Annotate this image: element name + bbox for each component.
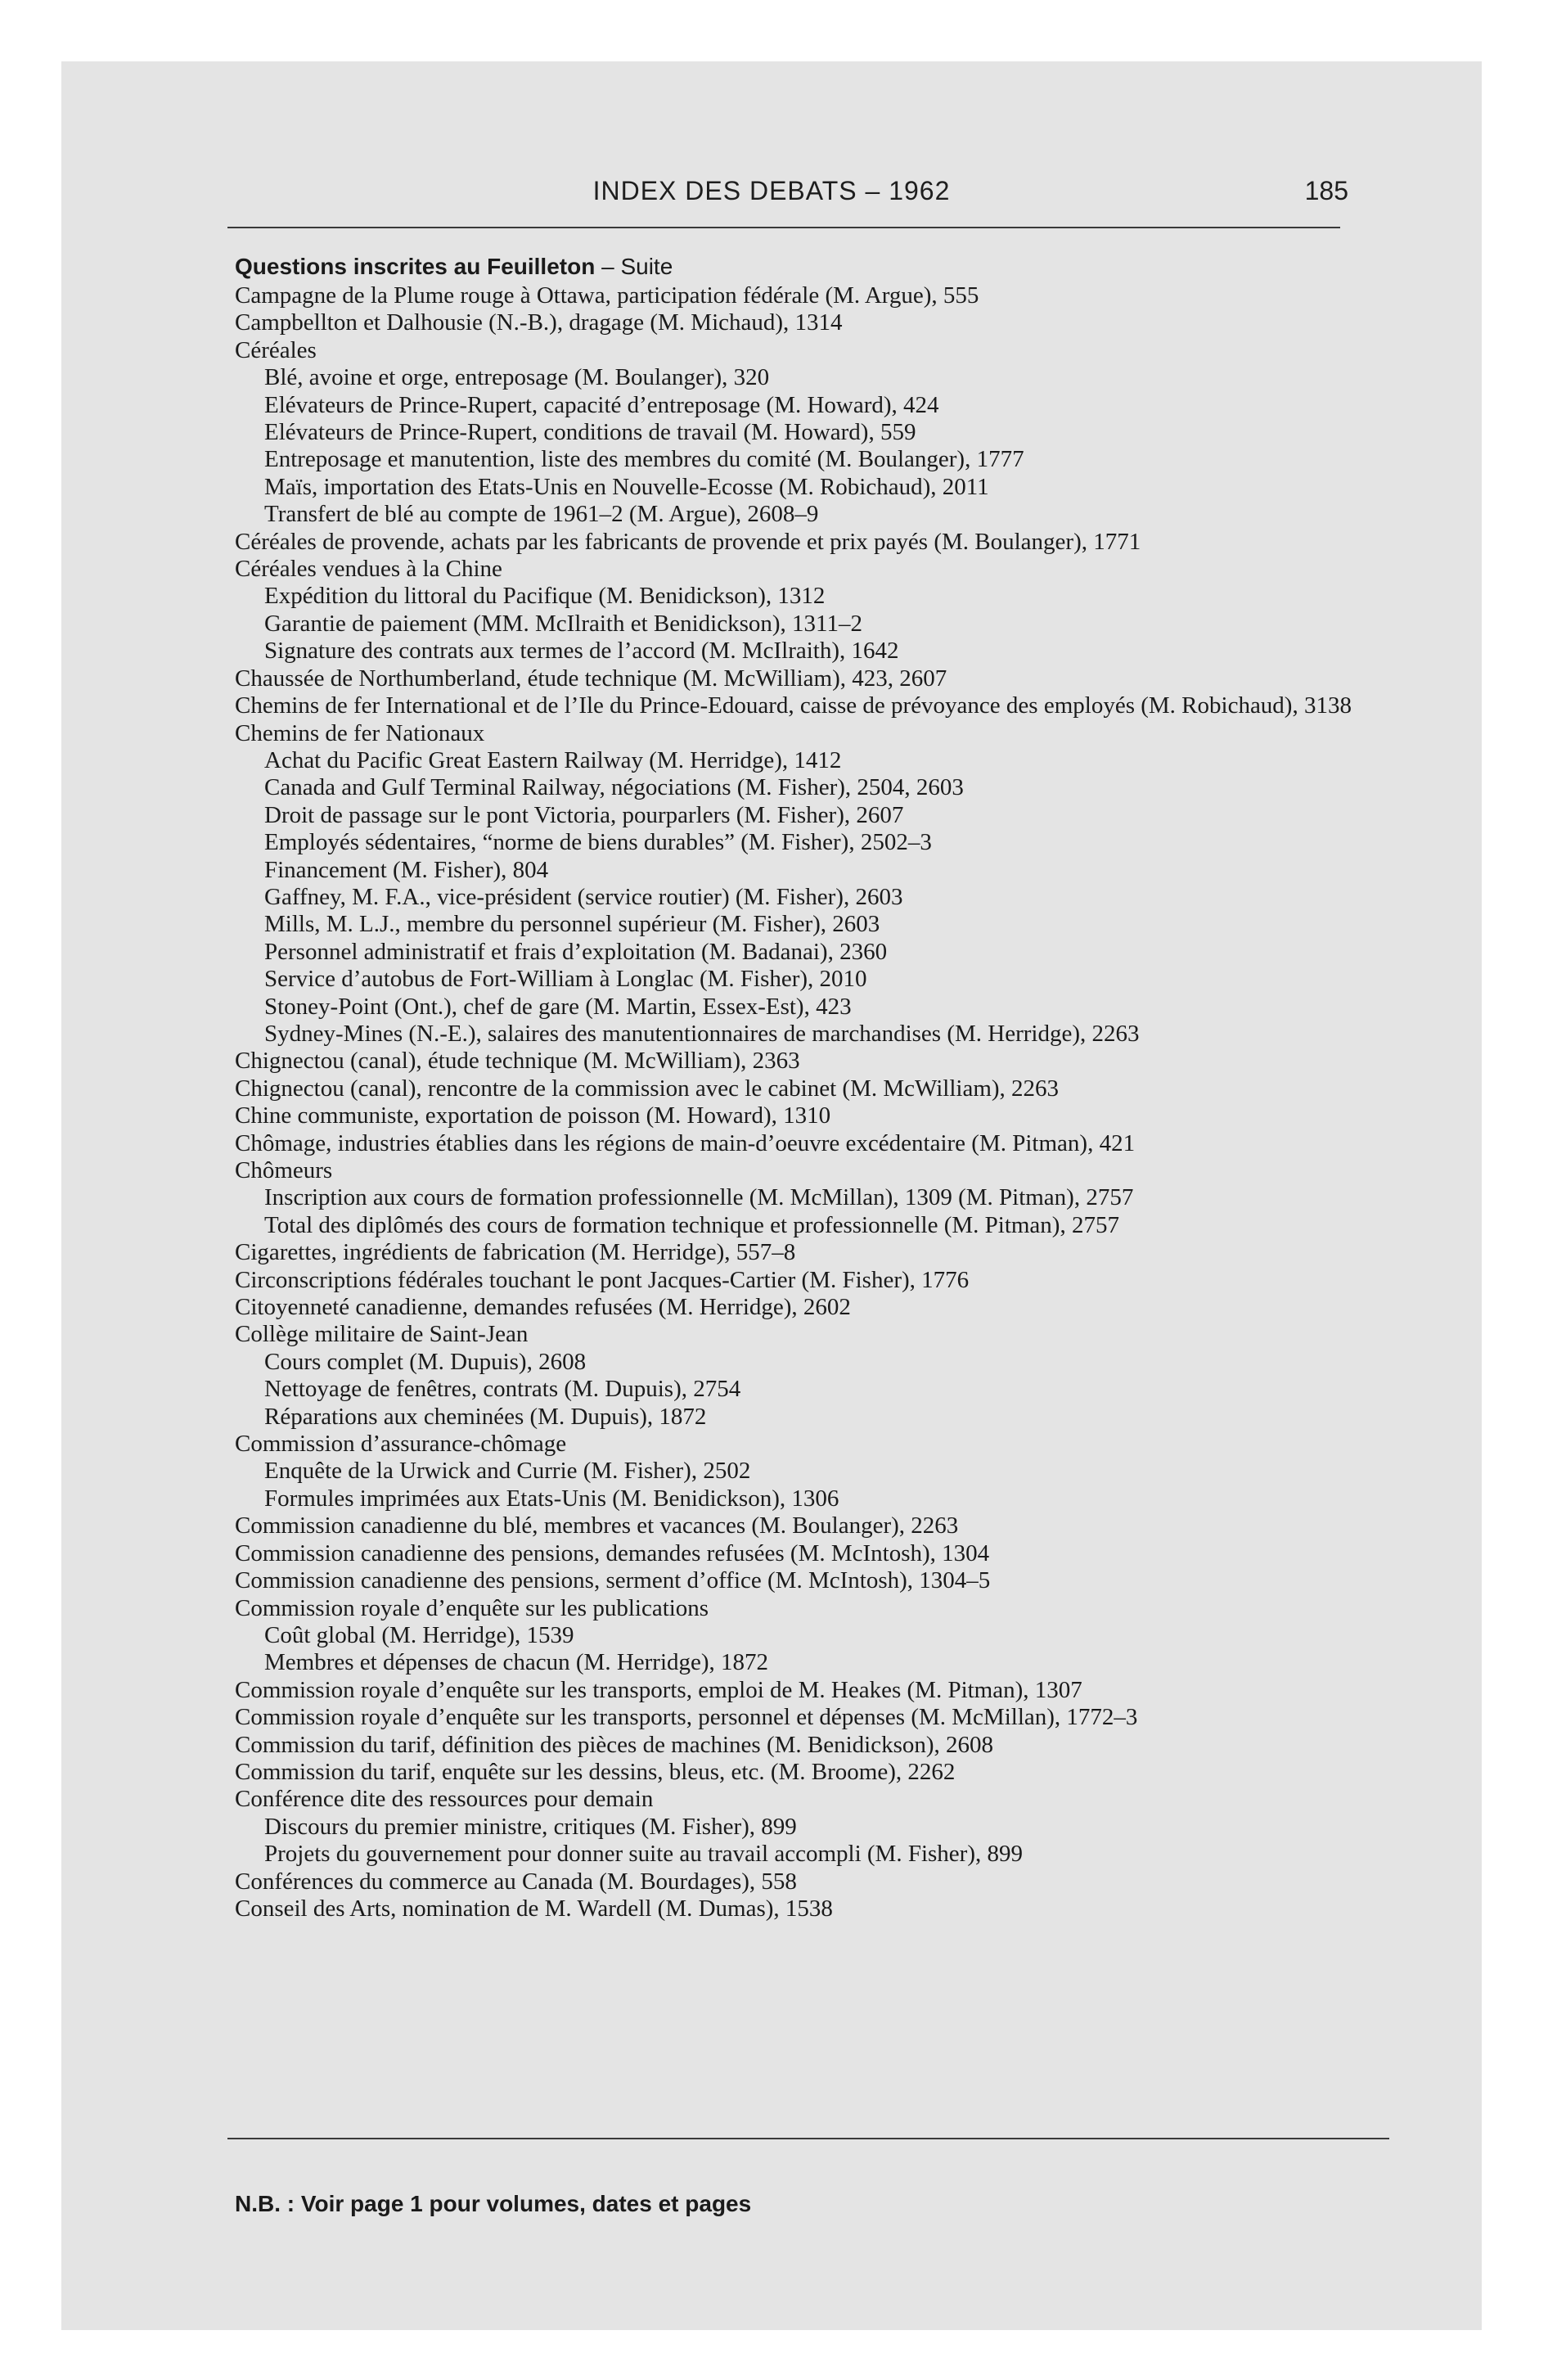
index-entry: Chemins de fer International et de l’Ile du Prince-Edouard, caisse de prévoyance des employés (M. Robichaud), 3138 (235, 692, 1352, 719)
index-subentry: Membres et dépenses de chacun (M. Herridge), 1872 (264, 1649, 769, 1676)
index-entry: Céréales de provende, achats par les fabricants de provende et prix payés (M. Boulanger), 1771 (235, 528, 1141, 555)
index-subentry: Total des diplômés des cours de formation technique et professionnelle (M. Pitman), 2757 (264, 1211, 1119, 1238)
index-subentry: Financement (M. Fisher), 804 (264, 856, 549, 883)
index-entry: Conférences du commerce au Canada (M. Bourdages), 558 (235, 1868, 797, 1895)
index-subentry: Employés sédentaires, “norme de biens durables” (M. Fisher), 2502–3 (264, 829, 932, 856)
index-entry: Collège militaire de Saint-Jean (235, 1321, 529, 1348)
index-entry: Cigarettes, ingrédients de fabrication (M. Herridge), 557–8 (235, 1239, 796, 1266)
index-entry: Chignectou (canal), étude technique (M. McWilliam), 2363 (235, 1048, 800, 1075)
page-header (61, 176, 1482, 225)
section-heading-text: Questions inscrites au Feuilleton (235, 254, 596, 279)
index-subentry: Discours du premier ministre, critiques (M. Fisher), 899 (264, 1813, 797, 1840)
index-entry: Commission royale d’enquête sur les transports, personnel et dépenses (M. McMillan), 1772–3 (235, 1704, 1138, 1731)
page-title: INDEX DES DEBATS – 1962 (592, 176, 951, 205)
index-subentry: Expédition du littoral du Pacifique (M. Benidickson), 1312 (264, 583, 826, 610)
index-subentry: Canada and Gulf Terminal Railway, négociations (M. Fisher), 2504, 2603 (264, 774, 964, 801)
page-number: 185 (1304, 176, 1348, 205)
index-entry: Chignectou (canal), rencontre de la commission avec le cabinet (M. McWilliam), 2263 (235, 1075, 1060, 1102)
index-subentry: Service d’autobus de Fort-William à Longlac (M. Fisher), 2010 (264, 966, 867, 993)
index-entry: Commission du tarif, définition des pièces de machines (M. Benidickson), 2608 (235, 1731, 994, 1758)
index-subentry: Achat du Pacific Great Eastern Railway (M. Herridge), 1412 (264, 746, 842, 773)
index-entry: Chaussée de Northumberland, étude technique (M. McWilliam), 423, 2607 (235, 665, 947, 692)
index-entry: Conférence dite des ressources pour demain (235, 1786, 654, 1813)
index-entry: Chômage, industries établies dans les régions de main-d’oeuvre excédentaire (M. Pitman), 421 (235, 1129, 1136, 1156)
index-entry: Chine communiste, exportation de poisson (M. Howard), 1310 (235, 1102, 831, 1129)
index-subentry: Projets du gouvernement pour donner suite au travail accompli (M. Fisher), 899 (264, 1841, 1023, 1868)
index-entry: Citoyenneté canadienne, demandes refusées (M. Herridge), 2602 (235, 1294, 851, 1321)
index-subentry: Garantie de paiement (MM. McIlraith et Benidickson), 1311–2 (264, 610, 862, 637)
index-subentry: Réparations aux cheminées (M. Dupuis), 1872 (264, 1403, 707, 1430)
index-subentry: Elévateurs de Prince-Rupert, capacité d’entreposage (M. Howard), 424 (264, 391, 939, 418)
header-rule (227, 227, 1340, 228)
footer-rule (227, 2138, 1389, 2139)
index-subentry: Droit de passage sur le pont Victoria, pourparlers (M. Fisher), 2607 (264, 801, 904, 828)
index-entry: Commission canadienne du blé, membres et vacances (M. Boulanger), 2263 (235, 1512, 959, 1539)
index-subentry: Mills, M. L.J., membre du personnel supérieur (M. Fisher), 2603 (264, 911, 880, 938)
index-entry: Commission canadienne des pensions, serment d’office (M. McIntosh), 1304–5 (235, 1567, 991, 1594)
index-entries-list (235, 282, 1356, 1922)
index-entry: Chômeurs (235, 1157, 333, 1183)
footer-note: N.B. : Voir page 1 pour volumes, dates et pages (235, 2191, 752, 2216)
index-content (235, 253, 1356, 1922)
index-entry: Chemins de fer Nationaux (235, 719, 485, 746)
index-entry: Conseil des Arts, nomination de M. Wardell (M. Dumas), 1538 (235, 1895, 833, 1922)
index-subentry: Cours complet (M. Dupuis), 2608 (264, 1348, 587, 1375)
index-entry: Commission canadienne des pensions, demandes refusées (M. McIntosh), 1304 (235, 1539, 990, 1566)
index-entry: Commission d’assurance-chômage (235, 1431, 567, 1458)
index-page (61, 61, 1482, 2330)
index-entry: Circonscriptions fédérales touchant le pont Jacques-Cartier (M. Fisher), 1776 (235, 1266, 970, 1293)
index-subentry: Sydney-Mines (N.-E.), salaires des manutentionnaires de marchandises (M. Herridge), 2263 (264, 1020, 1140, 1047)
index-subentry: Stoney-Point (Ont.), chef de gare (M. Martin, Essex-Est), 423 (264, 993, 852, 1020)
index-entry: Campbellton et Dalhousie (N.-B.), dragage (M. Michaud), 1314 (235, 309, 843, 336)
index-subentry: Transfert de blé au compte de 1961–2 (M. Argue), 2608–9 (264, 501, 819, 528)
index-entry: Commission royale d’enquête sur les transports, emploi de M. Heakes (M. Pitman), 1307 (235, 1676, 1082, 1703)
index-subentry: Elévateurs de Prince-Rupert, conditions de travail (M. Howard), 559 (264, 419, 916, 446)
index-entry: Céréales vendues à la Chine (235, 556, 502, 583)
index-entry: Commission du tarif, enquête sur les dessins, bleus, etc. (M. Broome), 2262 (235, 1758, 956, 1785)
section-continuation: – Suite (595, 254, 673, 279)
index-subentry: Nettoyage de fenêtres, contrats (M. Dupuis), 2754 (264, 1376, 741, 1403)
index-subentry: Inscription aux cours de formation professionnelle (M. McMillan), 1309 (M. Pitman), 2757 (264, 1184, 1134, 1211)
index-subentry: Entreposage et manutention, liste des membres du comité (M. Boulanger), 1777 (264, 446, 1024, 473)
index-subentry: Maïs, importation des Etats-Unis en Nouvelle-Ecosse (M. Robichaud), 2011 (264, 473, 989, 500)
index-subentry: Enquête de la Urwick and Currie (M. Fisher), 2502 (264, 1458, 751, 1485)
index-entry: Céréales (235, 336, 317, 363)
index-subentry: Coût global (M. Herridge), 1539 (264, 1621, 574, 1648)
index-subentry: Gaffney, M. F.A., vice-président (service routier) (M. Fisher), 2603 (264, 883, 903, 910)
index-subentry: Formules imprimées aux Etats-Unis (M. Benidickson), 1306 (264, 1485, 839, 1512)
index-subentry: Blé, avoine et orge, entreposage (M. Boulanger), 320 (264, 364, 770, 391)
section-heading (235, 253, 1356, 281)
index-entry: Commission royale d’enquête sur les publications (235, 1594, 709, 1621)
index-entry: Campagne de la Plume rouge à Ottawa, participation fédérale (M. Argue), 555 (235, 282, 979, 309)
index-subentry: Signature des contrats aux termes de l’accord (M. McIlraith), 1642 (264, 638, 899, 665)
index-subentry: Personnel administratif et frais d’exploitation (M. Badanai), 2360 (264, 938, 888, 965)
